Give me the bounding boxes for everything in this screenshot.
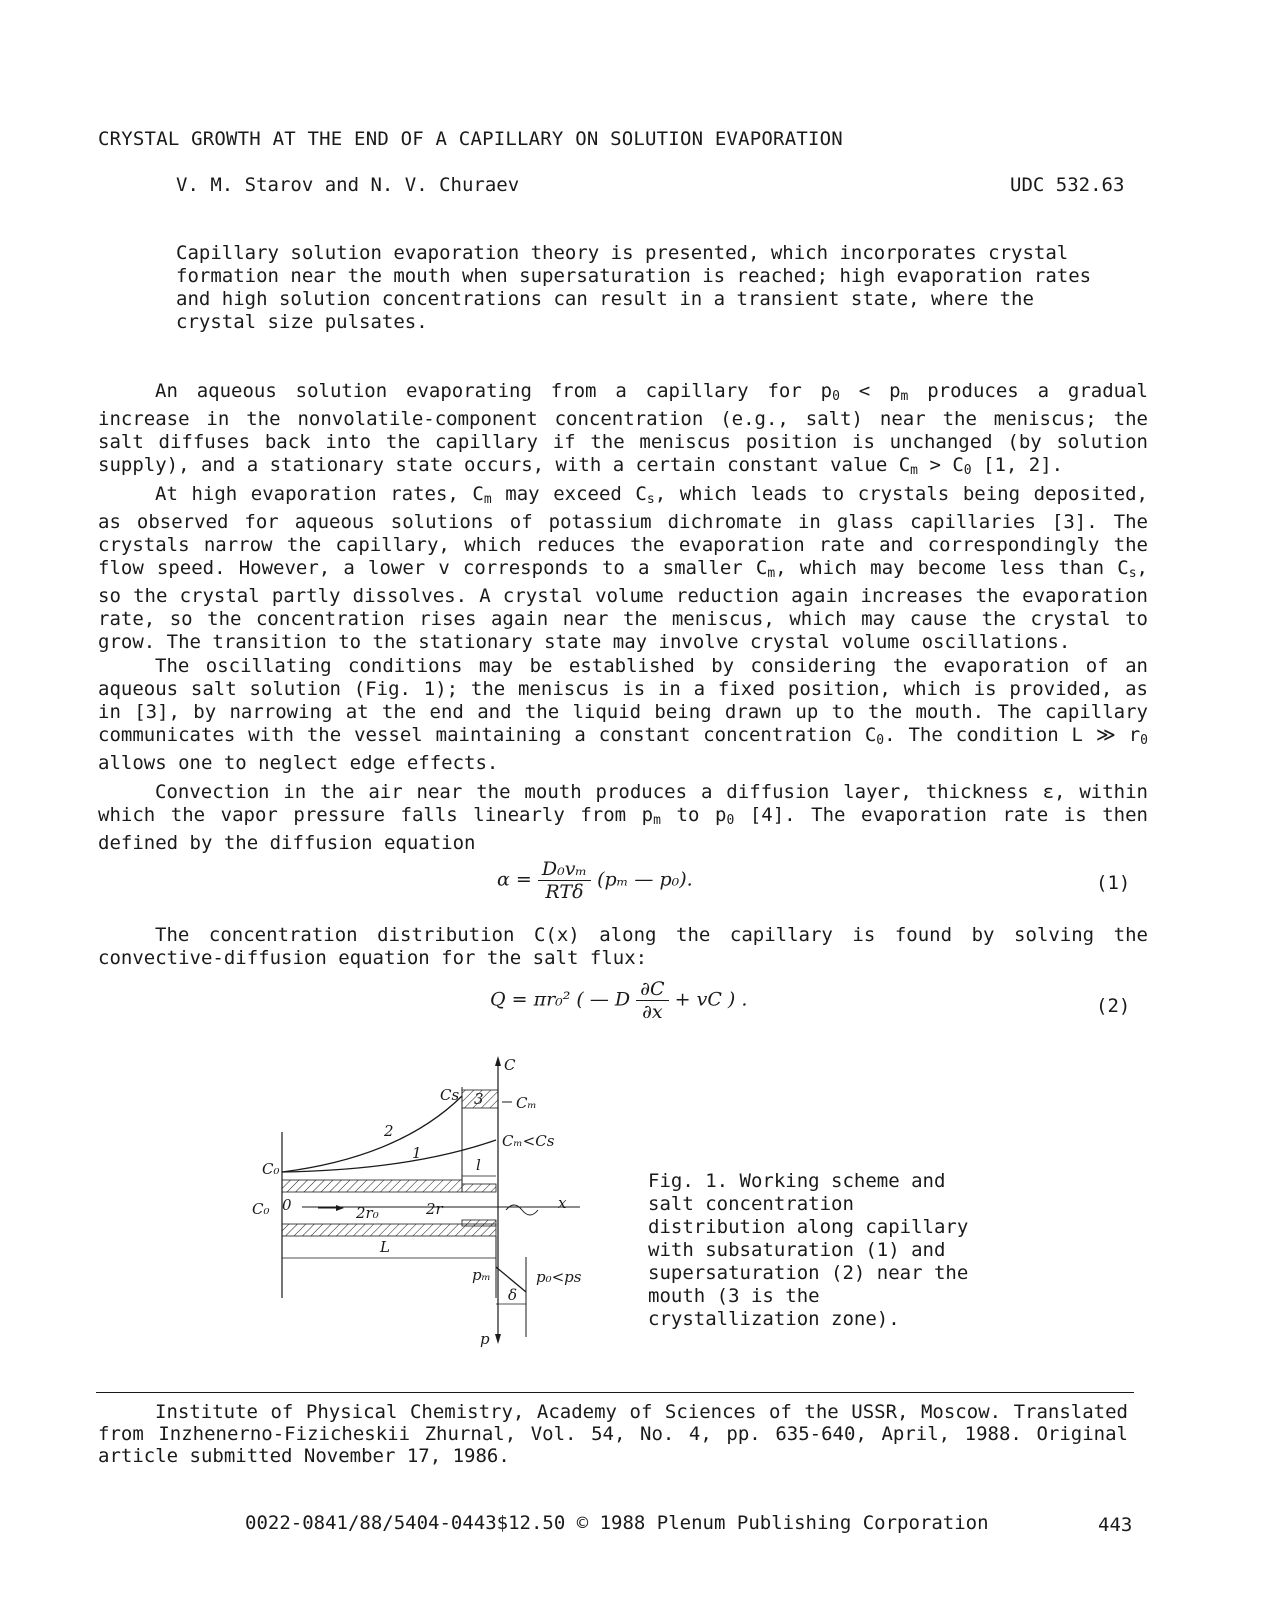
zone-3-label: 3 xyxy=(474,1090,484,1108)
l-small-label: l xyxy=(476,1156,481,1174)
footnote-rule xyxy=(96,1392,1134,1393)
page-number: 443 xyxy=(1098,1514,1133,1536)
two-r-label: 2r xyxy=(426,1200,443,1218)
authors: V. M. Starov and N. V. Churaev xyxy=(176,174,520,196)
p0-lt-ps-label: p₀<ps xyxy=(536,1268,582,1286)
figure-caption: Fig. 1. Working scheme and salt concentration distribution along capillary with subsaturation (1) and supersaturation (2) near the mouth (3 is the crystallization zone). xyxy=(648,1170,969,1330)
paragraph-3: The oscillating conditions may be established by considering the evaporation of an aqueous salt solution (Fig. 1); the meniscus is in a fixed position, which is provided, as in [3], by narrowing at the end and the liquid being drawn up to the mouth. The capillary communicates with the vessel maintaining a constant concentration $C_0$. The condition L ≫ $r_0$ allows one to neglect edge effects. xyxy=(98,655,1148,774)
publisher-line: 0022-0841/88/5404-0443$12.50 © 1988 Plenum Publishing Corporation xyxy=(245,1512,989,1534)
cm-lt-cs-label: Cₘ<Cs xyxy=(502,1132,555,1150)
paragraph-5: The concentration distribution C(x) along the capillary is found by solving the convective-diffusion equation for the salt flux: xyxy=(98,924,1148,969)
narrowing-top xyxy=(462,1184,496,1192)
equation-2-number: (2) xyxy=(1096,995,1131,1017)
footnote: Institute of Physical Chemistry, Academy of Sciences of the USSR, Moscow. Translated from Inzhenerno-Fizicheskii Zhurnal, Vol. 54, No. 4, pp. 635-640, April, 1988. Original article submitted November 17, 1986. xyxy=(98,1401,1128,1467)
cm-label: Cₘ xyxy=(516,1094,537,1112)
capillary-top-wall xyxy=(282,1180,462,1192)
L-label: L xyxy=(380,1238,390,1256)
delta-label: δ xyxy=(508,1286,518,1304)
equation-2: Q = πr₀² ( — D $\frac{\partial C}{\partial x}$ + vC ) . xyxy=(490,978,748,1023)
p-axis-arrow xyxy=(495,1334,501,1344)
capillary-diagram xyxy=(240,1052,600,1352)
c0-left-label: C₀ xyxy=(252,1200,270,1218)
flow-arrowhead xyxy=(336,1205,344,1211)
two-r0-label: 2r₀ xyxy=(356,1204,379,1222)
curve-2-label: 2 xyxy=(384,1122,394,1140)
c-axis-arrow xyxy=(495,1056,501,1066)
c-axis-label: C xyxy=(504,1056,516,1074)
narrowing-bottom xyxy=(462,1220,496,1226)
equation-1: α = $\frac{\text{D₀vₘ}}{\text{RTδ}}$ (pₘ — p₀). xyxy=(497,858,693,903)
paragraph-1: An aqueous solution evaporating from a capillary for $p_0 < p_m$ produces a gradual increase in the nonvolatile-component concentration (e.g., salt) near the meniscus; the salt diffuses back into the capillary if the meniscus position is unchanged (by solution supply), and a stationary state occurs, with a certain constant value $C_m > C_0$ [1, 2]. xyxy=(98,380,1148,478)
abstract: Capillary solution evaporation theory is presented, which incorporates crystal formation near the mouth when supersaturation is reached; high evaporation rates and high solution concentrations can result in a transient state, where the crystal size pulsates. xyxy=(176,242,1092,333)
pm-label: pₘ xyxy=(472,1266,491,1284)
paper-title: CRYSTAL GROWTH AT THE END OF A CAPILLARY ON SOLUTION EVAPORATION xyxy=(98,128,843,150)
x-axis-label: x xyxy=(558,1194,567,1212)
figure-1 xyxy=(240,1052,600,1357)
cs-label: Cs xyxy=(440,1086,460,1104)
udc-code: UDC 532.63 xyxy=(1010,174,1125,196)
paragraph-2: At high evaporation rates, $C_m$ may exceed $C_s$, which leads to crystals being deposited, as observed for aqueous solutions of potassium dichromate in glass capillaries [3]. The crystals narrow the capillary, which reduces the evaporation rate and correspondingly the flow speed. However, a lower v corresponds to a smaller $C_m$, which may become less than $C_s$, so the crystal partly dissolves. A crystal volume reduction again increases the evaporation rate, so the concentration rises again near the meniscus, which may cause the crystal to grow. The transition to the stationary state may involve crystal volume oscillations. xyxy=(98,483,1148,653)
p-axis-label: p xyxy=(480,1330,490,1348)
curve-1-label: 1 xyxy=(412,1144,422,1162)
equation-1-number: (1) xyxy=(1096,872,1131,894)
origin-label: 0 xyxy=(282,1196,292,1214)
curve-2 xyxy=(282,1096,462,1172)
c0-top-label: C₀ xyxy=(262,1160,280,1178)
paragraph-4: Convection in the air near the mouth produces a diffusion layer, thickness ε, within which the vapor pressure falls linearly from $p_m$ to $p_0$ [4]. The evaporation rate is then defined by the diffusion equation xyxy=(98,781,1148,854)
